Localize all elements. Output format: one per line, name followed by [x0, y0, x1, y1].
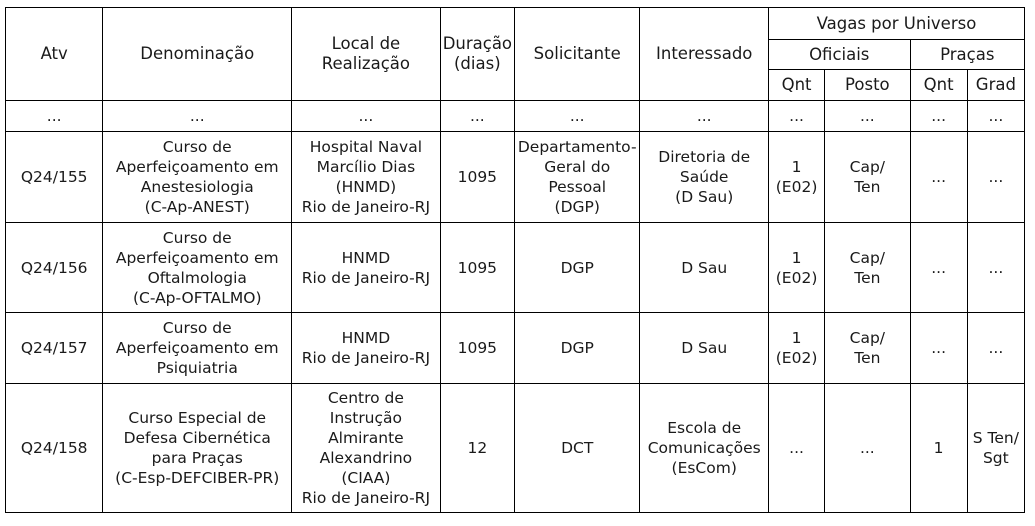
- header-vagas: Vagas por Universo: [768, 8, 1024, 40]
- cell-denominacao: Curso de Aperfeiçoamento em Anestesiologia (C-Ap-ANEST): [103, 132, 292, 223]
- cell-grad: ...: [967, 132, 1024, 223]
- cell-atv: Q24/157: [6, 313, 103, 384]
- header-duracao: Duração (dias): [440, 8, 514, 101]
- cell-oficiais-qnt: 1 (E02): [768, 313, 824, 384]
- cell-solicitante: DGP: [514, 313, 639, 384]
- ellipsis-cell: ...: [910, 101, 967, 132]
- cell-posto: Cap/ Ten: [825, 132, 910, 223]
- cell-atv: Q24/158: [6, 384, 103, 513]
- header-row-1: [6, 8, 1025, 40]
- header-oficiais-qnt: Qnt: [768, 70, 824, 101]
- ellipsis-cell: ...: [640, 101, 769, 132]
- cell-pracas-qnt: ...: [910, 223, 967, 313]
- cell-denominacao: Curso de Aperfeiçoamento em Psiquiatria: [103, 313, 292, 384]
- cell-oficiais-qnt: 1 (E02): [768, 132, 824, 223]
- cell-oficiais-qnt: 1 (E02): [768, 223, 824, 313]
- cell-pracas-qnt: ...: [910, 313, 967, 384]
- header-denominacao: Denominação: [103, 8, 292, 101]
- table-row: [6, 384, 1025, 513]
- header-oficiais: Oficiais: [768, 40, 910, 70]
- header-atv: Atv: [6, 8, 103, 101]
- cell-posto: Cap/ Ten: [825, 313, 910, 384]
- header-pracas-qnt: Qnt: [910, 70, 967, 101]
- table-row: [6, 223, 1025, 313]
- cell-solicitante: Departamento- Geral do Pessoal (DGP): [514, 132, 639, 223]
- ellipsis-cell: ...: [292, 101, 441, 132]
- table-row: [6, 313, 1025, 384]
- header-posto: Posto: [825, 70, 910, 101]
- ellipsis-cell: ...: [440, 101, 514, 132]
- cell-posto: ...: [825, 384, 910, 513]
- cell-denominacao: Curso Especial de Defesa Cibernética para Praças (C-Esp-DEFCIBER-PR): [103, 384, 292, 513]
- cell-duracao: 1095: [440, 223, 514, 313]
- cell-local: Hospital Naval Marcílio Dias (HNMD) Rio de Janeiro-RJ: [292, 132, 441, 223]
- cell-grad: S Ten/ Sgt: [967, 384, 1024, 513]
- cell-local: Centro de Instrução Almirante Alexandrino (CIAA) Rio de Janeiro-RJ: [292, 384, 441, 513]
- ellipsis-cell: ...: [967, 101, 1024, 132]
- cell-local: HNMD Rio de Janeiro-RJ: [292, 313, 441, 384]
- ellipsis-row: [6, 101, 1025, 132]
- cell-atv: Q24/156: [6, 223, 103, 313]
- header-grad: Grad: [967, 70, 1024, 101]
- cell-pracas-qnt: ...: [910, 132, 967, 223]
- ellipsis-cell: ...: [103, 101, 292, 132]
- header-pracas: Praças: [910, 40, 1025, 70]
- ellipsis-cell: ...: [514, 101, 639, 132]
- header-solicitante: Solicitante: [514, 8, 639, 101]
- cell-solicitante: DCT: [514, 384, 639, 513]
- header-interessado: Interessado: [640, 8, 769, 101]
- cell-oficiais-qnt: ...: [768, 384, 824, 513]
- cell-pracas-qnt: 1: [910, 384, 967, 513]
- cell-local: HNMD Rio de Janeiro-RJ: [292, 223, 441, 313]
- cell-atv: Q24/155: [6, 132, 103, 223]
- cell-interessado: D Sau: [640, 223, 769, 313]
- cell-solicitante: DGP: [514, 223, 639, 313]
- cell-grad: ...: [967, 313, 1024, 384]
- ellipsis-cell: ...: [768, 101, 824, 132]
- cell-duracao: 12: [440, 384, 514, 513]
- cell-duracao: 1095: [440, 313, 514, 384]
- cell-duracao: 1095: [440, 132, 514, 223]
- ellipsis-cell: ...: [6, 101, 103, 132]
- cell-interessado: D Sau: [640, 313, 769, 384]
- cell-interessado: Escola de Comunicações (EsCom): [640, 384, 769, 513]
- activities-table: [5, 7, 1025, 513]
- cell-posto: Cap/ Ten: [825, 223, 910, 313]
- cell-interessado: Diretoria de Saúde (D Sau): [640, 132, 769, 223]
- cell-grad: ...: [967, 223, 1024, 313]
- table-row: [6, 132, 1025, 223]
- cell-denominacao: Curso de Aperfeiçoamento em Oftalmologia (C-Ap-OFTALMO): [103, 223, 292, 313]
- ellipsis-cell: ...: [825, 101, 910, 132]
- header-local: Local de Realização: [292, 8, 441, 101]
